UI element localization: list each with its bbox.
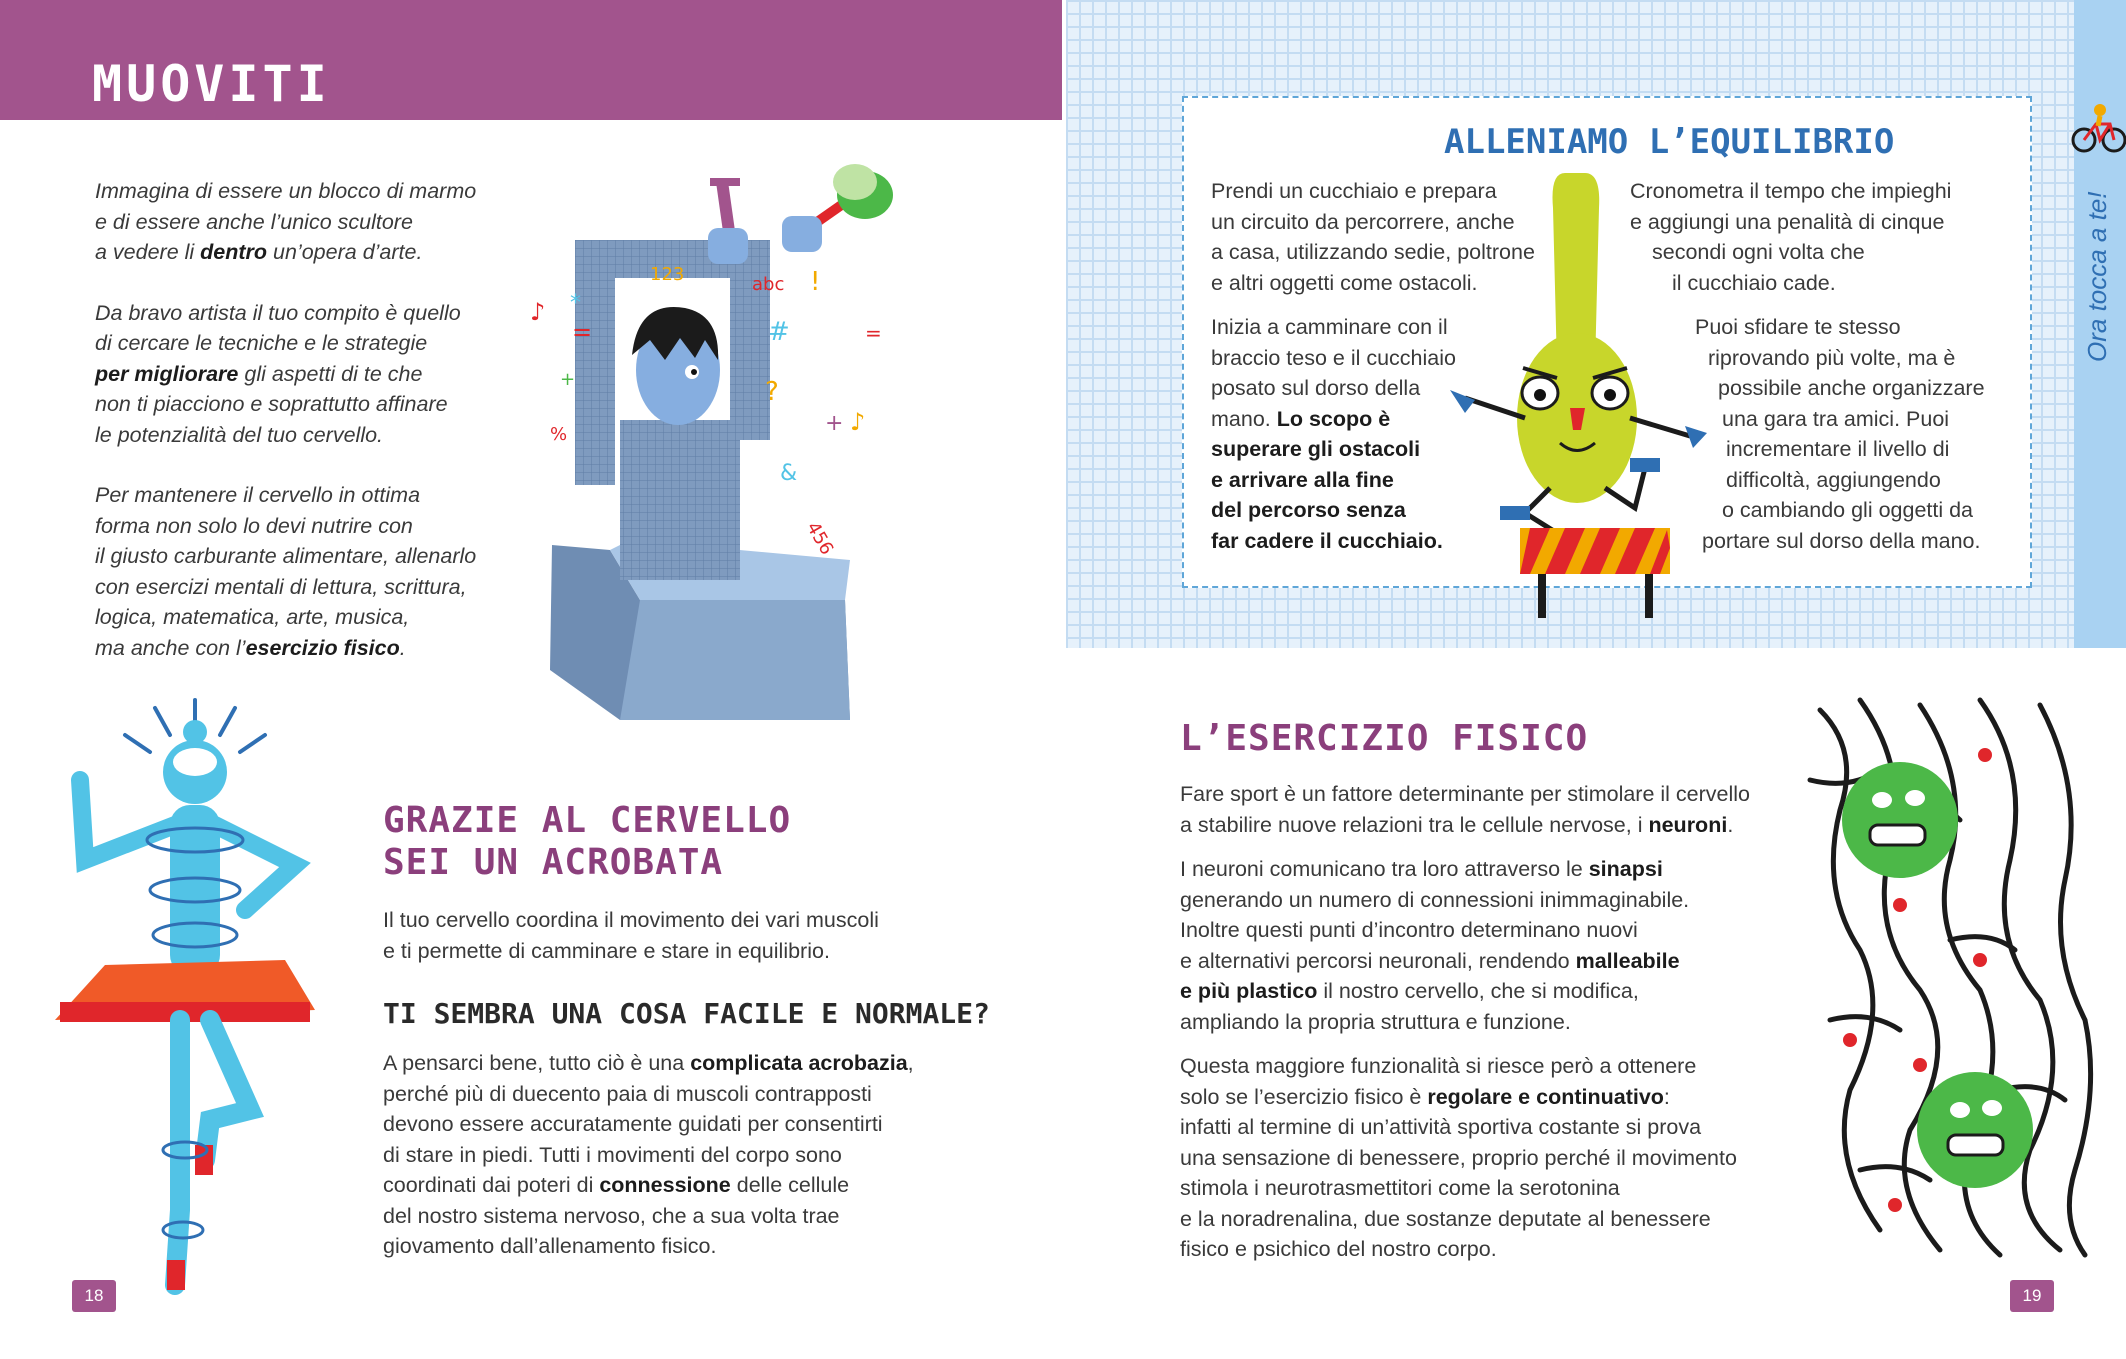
svg-text:=: = bbox=[572, 318, 593, 346]
svg-text:+: + bbox=[560, 369, 576, 390]
svg-text:#: # bbox=[768, 317, 790, 347]
intro-paragraph-1: Immagina di essere un blocco di marmo e di essere anche l’unico scultore a vedere li dentro un’opera d’arte. bbox=[95, 179, 477, 264]
svg-text:123: 123 bbox=[650, 264, 685, 285]
page-number-right: 19 bbox=[2010, 1280, 2054, 1312]
side-label: Ora tocca a te! bbox=[2082, 191, 2112, 362]
box-col2-paragraph-1: Cronometra il tempo che impieghi e aggiungi una penalità di cinque secondi ogni volta che il cucchiaio cade. bbox=[1630, 179, 1952, 295]
svg-text:!: ! bbox=[810, 267, 821, 297]
esercizio-text bbox=[1180, 779, 1800, 1265]
sculpture-illustration bbox=[520, 160, 900, 740]
esercizio-paragraph-1: Fare sport è un fattore determinante per stimolare il cervello a stabilire nuove relazioni tra le cellule nervose, i neuroni. bbox=[1180, 782, 1751, 837]
svg-text:456: 456 bbox=[802, 518, 838, 559]
section-subtitle: TI SEMBRA UNA COSA FACILE E NORMALE? bbox=[383, 997, 990, 1030]
section-title-acrobata: GRAZIE AL CERVELLO SEI UN ACROBATA bbox=[383, 800, 792, 883]
spoon-character-illustration bbox=[1445, 168, 1710, 623]
intro-paragraph-3: Per mantenere il cervello in ottima forma non solo lo devi nutrire con il giusto carburante alimentare, allenarlo con esercizi mentali di lettura, scrittura, logica, matematica, arte, musica, ma anche con l’esercizio fisico. bbox=[95, 483, 477, 660]
box-col1-paragraph-2: Inizia a camminare con il braccio teso e il cucchiaio posato sul dorso della mano. Lo scopo è superare gli ostacoli e arrivare alla fine del percorso senza far cadere il cucchiaio. bbox=[1211, 315, 1456, 553]
green-face-icon-top bbox=[1842, 762, 1958, 878]
esercizio-paragraph-2: I neuroni comunicano tra loro attraverso le sinapsi generando un numero di connessioni inimmaginabile. Inoltre questi punti d’incontro determinano nuovi e alternativi percorsi neuronali, rendendo malleabile e più plastico il nostro cervello, che si modifica, ampliando la propria struttura e funzione. bbox=[1180, 857, 1690, 1034]
box-title: ALLENIAMO L’EQUILIBRIO bbox=[1444, 122, 1895, 162]
acrobata-paragraph-2: A pensarci bene, tutto ciò è una complicata acrobazia, perché più di duecento paia di muscoli contrapposti devono essere accuratamente guidati per consentirti di stare in piedi. Tutti i movimenti del corpo sono coordinati dai poteri di connessione delle cellule del nostro sistema nervoso, che a sua volta trae giovamento dall’allenamento fisico. bbox=[383, 1051, 914, 1258]
svg-text:?: ? bbox=[765, 377, 779, 407]
svg-text:♪: ♪ bbox=[850, 408, 866, 436]
svg-text:=: = bbox=[865, 321, 882, 345]
svg-text:*: * bbox=[570, 291, 581, 316]
brain-icon bbox=[173, 748, 217, 776]
figure-body bbox=[620, 420, 740, 580]
neuron-maze-illustration bbox=[1800, 690, 2100, 1260]
box-col1-paragraph-1: Prendi un cucchiaio e prepara un circuito da percorrere, anche a casa, utilizzando sedie, poltrone e altri oggetti come ostacoli. bbox=[1211, 179, 1535, 295]
section-title-esercizio: L’ESERCIZIO FISICO bbox=[1180, 718, 1589, 759]
svg-text:+: + bbox=[825, 411, 844, 436]
green-face-icon-bottom bbox=[1917, 1072, 2033, 1188]
box-col2-paragraph-2: Puoi sfidare te stesso riprovando più volte, ma è possibile anche organizzare una gara tra amici. Puoi incrementare il livello di difficoltà, aggiungendo o cambiando gli oggetti da portare sul dorso della mano. bbox=[1695, 315, 1985, 553]
intro-paragraph-2: Da bravo artista il tuo compito è quello di cercare le tecniche e le strategie per migliorare gli aspetti di te che non ti piacciono e soprattutto affinare le potenzialità del tuo cervello. bbox=[95, 300, 461, 447]
page-title: MUOVITI bbox=[92, 55, 331, 113]
svg-text:♪: ♪ bbox=[530, 298, 546, 326]
acrobata-paragraph-1: Il tuo cervello coordina il movimento dei vari muscoli e ti permette di camminare e stare in equilibrio. bbox=[383, 908, 879, 963]
intro-text bbox=[95, 176, 515, 693]
svg-text:abc: abc bbox=[752, 274, 785, 295]
page-number-left: 18 bbox=[72, 1280, 116, 1312]
bicycle-icon bbox=[2070, 102, 2126, 156]
svg-text:%: % bbox=[550, 424, 568, 445]
esercizio-paragraph-3: Questa maggiore funzionalità si riesce però a ottenere solo se l’esercizio fisico è regolare e continuativo: infatti al termine di un’attività sportiva costante si prova una sensazione di benessere, proprio perché il movimento stimola i neurotrasmettitori come la serotonina e la noradrenalina, due sostanze deputate al benessere fisico e psichico del nostro corpo. bbox=[1180, 1054, 1737, 1261]
svg-text:&: & bbox=[780, 461, 798, 486]
acrobat-illustration bbox=[55, 690, 355, 1295]
